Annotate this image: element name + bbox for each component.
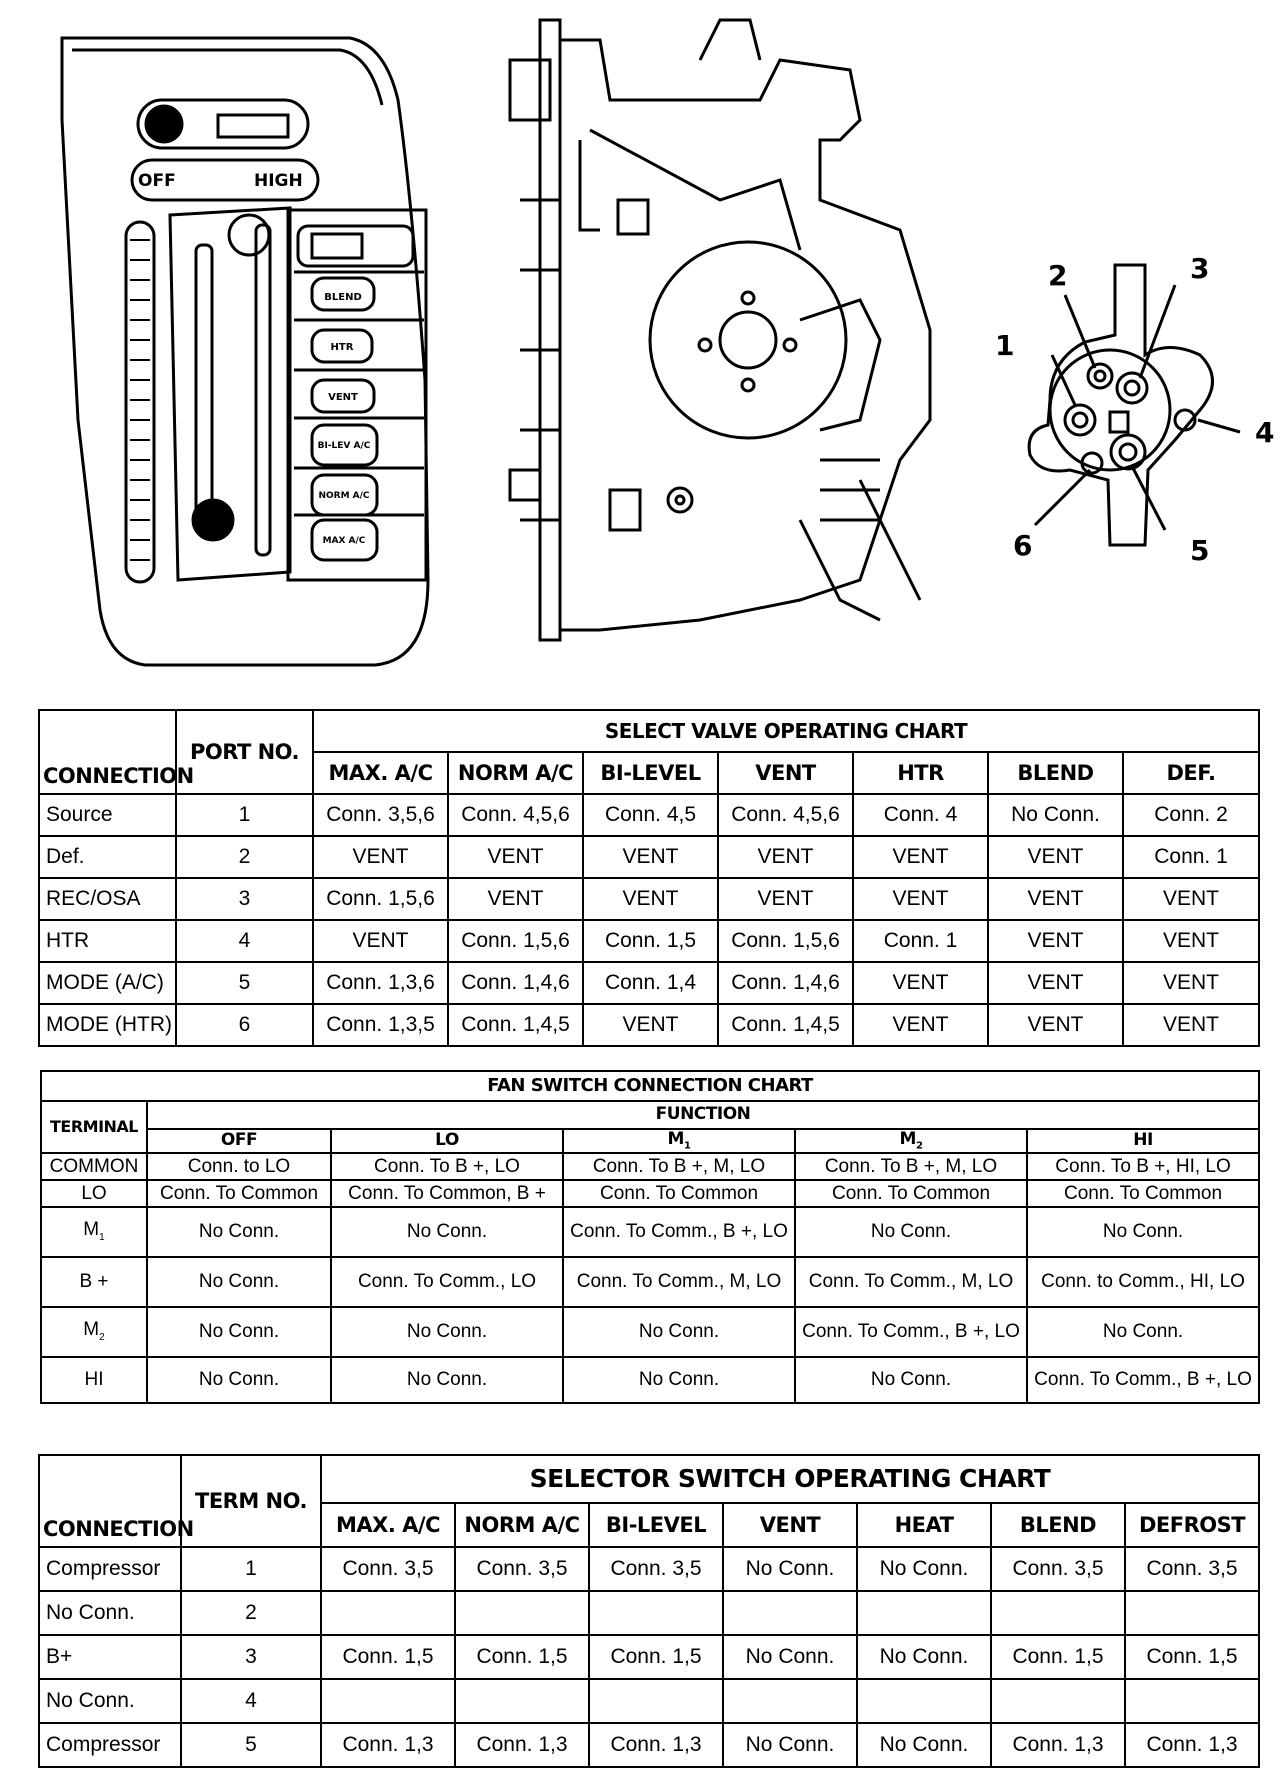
- button-norm-label: NORM A/C: [318, 491, 370, 501]
- mode-header: BI-LEVEL: [583, 752, 718, 794]
- value-cell: Conn. To Common: [1027, 1180, 1259, 1207]
- value-cell: No Conn.: [147, 1307, 331, 1357]
- terminal-cell: [41, 1207, 147, 1257]
- value-cell: [857, 1679, 991, 1723]
- value-cell: No Conn.: [723, 1723, 857, 1767]
- value-cell: Conn. 1,3,5: [313, 1004, 448, 1046]
- value-cell: Conn. 2: [1123, 794, 1259, 836]
- terminal-cell: [41, 1257, 147, 1307]
- table-row: [39, 962, 1259, 1004]
- value-cell: Conn. 4,5,6: [718, 794, 853, 836]
- value-cell: No Conn.: [795, 1357, 1027, 1403]
- table-row: [41, 1357, 1259, 1403]
- terminal-cell: [41, 1357, 147, 1403]
- terminal-label: M: [83, 1219, 100, 1241]
- value-cell: No Conn.: [857, 1635, 991, 1679]
- mode-header: NORM A/C: [448, 752, 583, 794]
- value-cell: VENT: [988, 836, 1123, 878]
- value-cell: No Conn.: [857, 1547, 991, 1591]
- value-cell: No Conn.: [857, 1723, 991, 1767]
- col-header-port-no: PORT NO.: [176, 710, 313, 794]
- mode-header: HTR: [853, 752, 988, 794]
- value-cell: Conn. 1,4,5: [718, 1004, 853, 1046]
- value-cell: Conn. 4: [853, 794, 988, 836]
- value-cell: Conn. 1,5: [583, 920, 718, 962]
- value-cell: No Conn.: [147, 1207, 331, 1257]
- button-blend-label: BLEND: [324, 292, 362, 303]
- value-cell: Conn. 1,3: [455, 1723, 589, 1767]
- port-number-2: 2: [1048, 259, 1068, 292]
- value-cell: Conn. to Comm., HI, LO: [1027, 1257, 1259, 1307]
- value-cell: No Conn.: [147, 1357, 331, 1403]
- table-row: [41, 1207, 1259, 1257]
- value-cell: Conn. 1,5: [455, 1635, 589, 1679]
- value-cell: Conn. To Common, B +: [331, 1180, 563, 1207]
- value-cell: VENT: [718, 878, 853, 920]
- value-cell: VENT: [988, 1004, 1123, 1046]
- term-cell: 2: [181, 1591, 321, 1635]
- value-cell: Conn. To B +, M, LO: [795, 1153, 1027, 1180]
- port-cell: 3: [176, 878, 313, 920]
- value-cell: [589, 1591, 723, 1635]
- function-label: LO: [435, 1130, 459, 1151]
- value-cell: VENT: [583, 836, 718, 878]
- value-cell: Conn. To Comm., B +, LO: [563, 1207, 795, 1257]
- value-cell: Conn. To Common: [147, 1180, 331, 1207]
- connection-cell: Compressor: [39, 1723, 181, 1767]
- value-cell: Conn. 1,4: [583, 962, 718, 1004]
- function-header: [1027, 1129, 1259, 1153]
- value-cell: [1125, 1679, 1259, 1723]
- term-cell: 5: [181, 1723, 321, 1767]
- mode-header: BLEND: [988, 752, 1123, 794]
- terminal-subscript: 1: [99, 1232, 105, 1244]
- function-label: M: [899, 1128, 916, 1149]
- value-cell: VENT: [583, 1004, 718, 1046]
- col-header-term-no: TERM NO.: [181, 1455, 321, 1547]
- value-cell: [857, 1591, 991, 1635]
- function-label: M: [667, 1128, 684, 1149]
- value-cell: Conn. 1,3: [321, 1723, 455, 1767]
- value-cell: [589, 1679, 723, 1723]
- value-cell: VENT: [313, 920, 448, 962]
- port-number-4: 4: [1255, 416, 1275, 449]
- mode-header: MAX. A/C: [313, 752, 448, 794]
- value-cell: VENT: [853, 878, 988, 920]
- mode-header: VENT: [723, 1503, 857, 1547]
- value-cell: Conn. 1: [1123, 836, 1259, 878]
- value-cell: VENT: [1123, 878, 1259, 920]
- value-cell: Conn. 1,5,6: [718, 920, 853, 962]
- value-cell: [723, 1679, 857, 1723]
- function-header: [795, 1129, 1027, 1153]
- table-row: [39, 1635, 1259, 1679]
- col-header-connection: CONNECTION: [39, 710, 176, 794]
- value-cell: VENT: [583, 878, 718, 920]
- vacuum-connector-view: [1029, 265, 1240, 545]
- function-header: [147, 1129, 331, 1153]
- term-cell: 4: [181, 1679, 321, 1723]
- value-cell: No Conn.: [723, 1635, 857, 1679]
- port-number-1: 1: [995, 329, 1015, 362]
- value-cell: Conn. 1,4,6: [718, 962, 853, 1004]
- value-cell: Conn. 3,5: [455, 1547, 589, 1591]
- function-header: [563, 1129, 795, 1153]
- port-cell: 5: [176, 962, 313, 1004]
- fan-switch-connection-chart: [40, 1070, 1260, 1404]
- button-vent-label: VENT: [328, 392, 358, 403]
- value-cell: VENT: [853, 1004, 988, 1046]
- value-cell: Conn. 1,5: [991, 1635, 1125, 1679]
- value-cell: [1125, 1591, 1259, 1635]
- connection-cell: MODE (HTR): [39, 1004, 176, 1046]
- value-cell: No Conn.: [147, 1257, 331, 1307]
- terminal-label: HI: [84, 1369, 104, 1391]
- value-cell: [321, 1591, 455, 1635]
- mode-header: DEF.: [1123, 752, 1259, 794]
- value-cell: No Conn.: [795, 1207, 1027, 1257]
- terminal-cell: [41, 1180, 147, 1207]
- table-row: [39, 920, 1259, 962]
- table-row: [41, 1153, 1259, 1180]
- function-label: HI: [1133, 1130, 1153, 1151]
- value-cell: No Conn.: [1027, 1307, 1259, 1357]
- value-cell: Conn. To Common: [795, 1180, 1027, 1207]
- col-header-connection: CONNECTION: [39, 1455, 181, 1547]
- terminal-label: M: [83, 1319, 100, 1341]
- terminal-cell: [41, 1307, 147, 1357]
- mode-header: HEAT: [857, 1503, 991, 1547]
- value-cell: No Conn.: [1027, 1207, 1259, 1257]
- table-row: [39, 878, 1259, 920]
- value-cell: Conn. To B +, LO: [331, 1153, 563, 1180]
- value-cell: Conn. 3,5: [589, 1547, 723, 1591]
- mode-header: NORM A/C: [455, 1503, 589, 1547]
- value-cell: Conn. 1,5: [1125, 1635, 1259, 1679]
- mode-header: VENT: [718, 752, 853, 794]
- value-cell: Conn. 3,5: [991, 1547, 1125, 1591]
- table-row: [39, 1723, 1259, 1767]
- value-cell: Conn. 3,5: [321, 1547, 455, 1591]
- value-cell: Conn. to LO: [147, 1153, 331, 1180]
- fan-high-label: HIGH: [254, 171, 303, 191]
- value-cell: [723, 1591, 857, 1635]
- chart-title: FAN SWITCH CONNECTION CHART: [41, 1071, 1259, 1101]
- connection-cell: No Conn.: [39, 1591, 181, 1635]
- value-cell: Conn. 4,5: [583, 794, 718, 836]
- value-cell: Conn. 1,5: [321, 1635, 455, 1679]
- value-cell: Conn. 1,4,6: [448, 962, 583, 1004]
- terminal-label: B +: [79, 1271, 109, 1293]
- value-cell: Conn. To Comm., M, LO: [795, 1257, 1027, 1307]
- button-htr-label: HTR: [330, 342, 354, 353]
- value-cell: No Conn.: [563, 1357, 795, 1403]
- table-row: [39, 1547, 1259, 1591]
- terminal-label: LO: [81, 1182, 107, 1204]
- connection-cell: No Conn.: [39, 1679, 181, 1723]
- table-row: [39, 794, 1259, 836]
- port-number-5: 5: [1190, 534, 1210, 567]
- value-cell: Conn. 3,5: [1125, 1547, 1259, 1591]
- connection-cell: Def.: [39, 836, 176, 878]
- value-cell: Conn. 1,3,6: [313, 962, 448, 1004]
- table-row: [39, 836, 1259, 878]
- value-cell: Conn. To B +, HI, LO: [1027, 1153, 1259, 1180]
- value-cell: VENT: [853, 962, 988, 1004]
- connection-cell: B+: [39, 1635, 181, 1679]
- value-cell: VENT: [988, 878, 1123, 920]
- value-cell: VENT: [1123, 962, 1259, 1004]
- term-cell: 3: [181, 1635, 321, 1679]
- value-cell: No Conn.: [988, 794, 1123, 836]
- table-row: [39, 1591, 1259, 1635]
- port-cell: 2: [176, 836, 313, 878]
- value-cell: No Conn.: [331, 1207, 563, 1257]
- value-cell: VENT: [988, 962, 1123, 1004]
- terminal-label: COMMON: [49, 1155, 139, 1177]
- value-cell: [991, 1591, 1125, 1635]
- value-cell: Conn. To Common: [563, 1180, 795, 1207]
- value-cell: Conn. To B +, M, LO: [563, 1153, 795, 1180]
- connection-cell: HTR: [39, 920, 176, 962]
- value-cell: Conn. 4,5,6: [448, 794, 583, 836]
- mode-header: BLEND: [991, 1503, 1125, 1547]
- value-cell: Conn. 1,3: [991, 1723, 1125, 1767]
- connection-cell: Source: [39, 794, 176, 836]
- control-head-illustrations: [0, 0, 1280, 700]
- value-cell: Conn. 1,5,6: [448, 920, 583, 962]
- function-header: FUNCTION: [147, 1101, 1259, 1129]
- terminal-subscript: 2: [99, 1332, 105, 1344]
- value-cell: Conn. 3,5,6: [313, 794, 448, 836]
- value-cell: Conn. 1,5: [589, 1635, 723, 1679]
- connection-cell: MODE (A/C): [39, 962, 176, 1004]
- value-cell: [455, 1679, 589, 1723]
- value-cell: VENT: [448, 836, 583, 878]
- value-cell: VENT: [448, 878, 583, 920]
- table-row: [41, 1307, 1259, 1357]
- function-header: [331, 1129, 563, 1153]
- control-head-side-view: [510, 20, 930, 640]
- value-cell: Conn. To Comm., LO: [331, 1257, 563, 1307]
- mode-header: BI-LEVEL: [589, 1503, 723, 1547]
- connection-cell: Compressor: [39, 1547, 181, 1591]
- value-cell: No Conn.: [563, 1307, 795, 1357]
- function-subscript: 1: [683, 1139, 691, 1151]
- function-label: OFF: [220, 1130, 258, 1151]
- function-subscript: 2: [915, 1139, 923, 1151]
- value-cell: Conn. To Comm., M, LO: [563, 1257, 795, 1307]
- connection-cell: REC/OSA: [39, 878, 176, 920]
- table-row: [41, 1180, 1259, 1207]
- control-panel-front-view: [62, 38, 428, 665]
- value-cell: Conn. To Comm., B +, LO: [1027, 1357, 1259, 1403]
- value-cell: Conn. 1,3: [589, 1723, 723, 1767]
- value-cell: [991, 1679, 1125, 1723]
- table-row: [41, 1257, 1259, 1307]
- value-cell: Conn. 1,3: [1125, 1723, 1259, 1767]
- value-cell: VENT: [718, 836, 853, 878]
- mode-header: MAX. A/C: [321, 1503, 455, 1547]
- value-cell: VENT: [853, 836, 988, 878]
- table-row: [39, 1004, 1259, 1046]
- col-header-terminal: TERMINAL: [41, 1101, 147, 1153]
- value-cell: Conn. 1: [853, 920, 988, 962]
- mode-header: DEFROST: [1125, 1503, 1259, 1547]
- button-max-label: MAX A/C: [322, 536, 366, 546]
- port-cell: 6: [176, 1004, 313, 1046]
- chart-title: SELECT VALVE OPERATING CHART: [313, 710, 1259, 752]
- port-cell: 4: [176, 920, 313, 962]
- value-cell: Conn. 1,4,5: [448, 1004, 583, 1046]
- port-cell: 1: [176, 794, 313, 836]
- value-cell: No Conn.: [331, 1357, 563, 1403]
- value-cell: No Conn.: [331, 1307, 563, 1357]
- value-cell: Conn. To Comm., B +, LO: [795, 1307, 1027, 1357]
- value-cell: VENT: [1123, 1004, 1259, 1046]
- port-number-6: 6: [1013, 529, 1033, 562]
- term-cell: 1: [181, 1547, 321, 1591]
- select-valve-operating-chart: [38, 709, 1260, 1047]
- fan-off-label: OFF: [138, 171, 176, 191]
- value-cell: VENT: [1123, 920, 1259, 962]
- table-row: [39, 1679, 1259, 1723]
- selector-switch-operating-chart: [38, 1454, 1260, 1768]
- value-cell: VENT: [313, 836, 448, 878]
- value-cell: [321, 1679, 455, 1723]
- value-cell: Conn. 1,5,6: [313, 878, 448, 920]
- port-number-3: 3: [1190, 252, 1210, 285]
- value-cell: No Conn.: [723, 1547, 857, 1591]
- button-bilev-label: BI-LEV A/C: [317, 441, 371, 451]
- value-cell: [455, 1591, 589, 1635]
- terminal-cell: [41, 1153, 147, 1180]
- value-cell: VENT: [988, 920, 1123, 962]
- chart-title: SELECTOR SWITCH OPERATING CHART: [321, 1455, 1259, 1503]
